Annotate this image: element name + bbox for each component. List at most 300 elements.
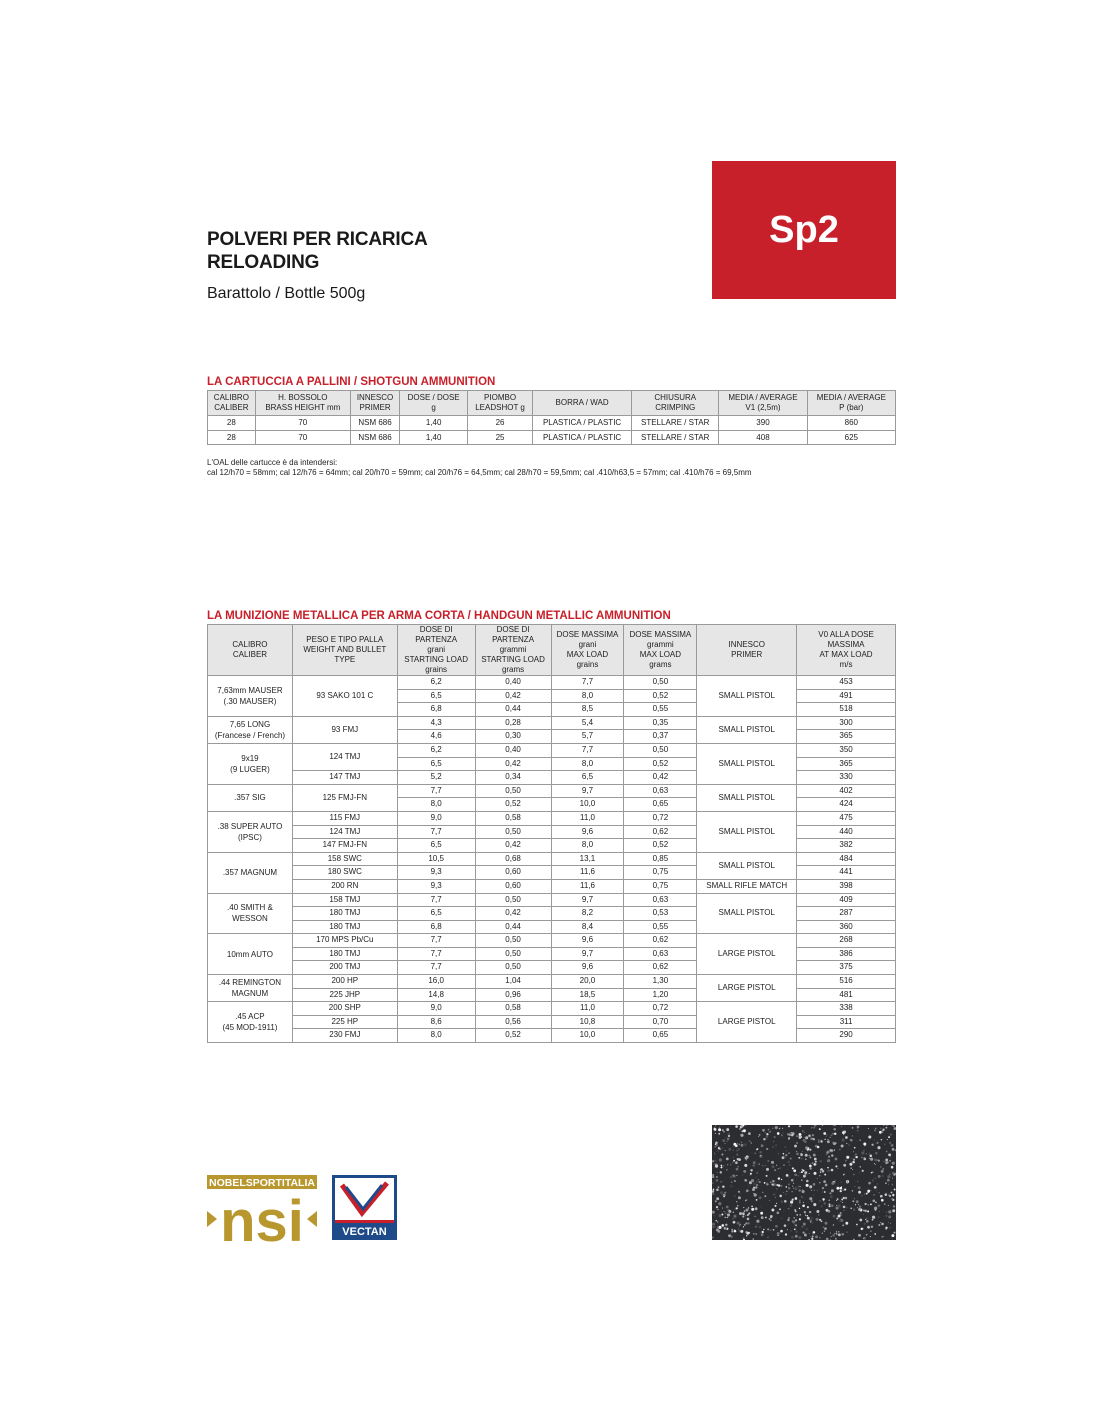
starting-load-grams-cell: 0,58: [475, 1002, 551, 1016]
max-load-grams-cell: 0,55: [624, 703, 697, 717]
header-line: INNESCO: [356, 393, 394, 402]
primer-cell: SMALL PISTOL: [697, 811, 797, 852]
starting-load-grams-cell: 0,30: [475, 730, 551, 744]
max-load-grains-cell: 6,5: [551, 771, 624, 785]
starting-load-grams-cell: 0,34: [475, 771, 551, 785]
table-cell: 70: [255, 430, 350, 445]
starting-load-grains-cell: 7,7: [397, 893, 475, 907]
header-line: MAX LOAD: [566, 650, 609, 659]
max-load-grams-cell: 0,70: [624, 1015, 697, 1029]
header-line: 9x19: [241, 753, 259, 763]
starting-load-grains-cell: 16,0: [397, 975, 475, 989]
max-load-grains-cell: 9,7: [551, 784, 624, 798]
product-badge: [712, 161, 896, 299]
max-load-grains-cell: 11,6: [551, 866, 624, 880]
max-load-grains-cell: 9,6: [551, 961, 624, 975]
nsi-wordmark: NOBELSPORTITALIA: [209, 1177, 315, 1189]
velocity-cell: 398: [797, 879, 896, 893]
header-line: grammi: [499, 645, 527, 654]
page-subtitle: Barattolo / Bottle 500g: [207, 285, 366, 302]
header-line: MEDIA / AVERAGE: [816, 393, 886, 402]
caliber-cell: [208, 893, 293, 934]
velocity-cell: 424: [797, 798, 896, 812]
bullet-type-cell: 93 SAKO 101 C: [292, 676, 397, 717]
max-load-grams-cell: 0,53: [624, 907, 697, 921]
handgun-column-header: [292, 625, 397, 676]
header-line: DOSE DI PARTENZA: [492, 625, 535, 644]
primer-cell: LARGE PISTOL: [697, 1002, 797, 1043]
table-cell: 25: [468, 430, 533, 445]
max-load-grains-cell: 9,7: [551, 893, 624, 907]
product-badge-label: Sp2: [769, 208, 839, 251]
table-cell: 70: [255, 416, 350, 431]
max-load-grains-cell: 5,7: [551, 730, 624, 744]
max-load-grains-cell: 5,4: [551, 716, 624, 730]
shotgun-column-header: [468, 391, 533, 416]
table-row: [208, 716, 896, 730]
starting-load-grams-cell: 0,50: [475, 934, 551, 948]
max-load-grams-cell: 0,62: [624, 934, 697, 948]
starting-load-grams-cell: 0,52: [475, 1029, 551, 1043]
starting-load-grams-cell: 0,50: [475, 784, 551, 798]
header-line: CALIBER: [214, 403, 249, 412]
starting-load-grams-cell: 0,42: [475, 689, 551, 703]
velocity-cell: 375: [797, 961, 896, 975]
shotgun-section-title: LA CARTUCCIA A PALLINI / SHOTGUN AMMUNITION: [207, 376, 496, 388]
starting-load-grams-cell: 0,28: [475, 716, 551, 730]
bullet-type-cell: 200 RN: [292, 879, 397, 893]
header-line: LEADSHOT g: [475, 403, 525, 412]
table-row: [208, 416, 896, 431]
bullet-type-cell: 200 TMJ: [292, 961, 397, 975]
starting-load-grains-cell: 9,0: [397, 811, 475, 825]
velocity-cell: 350: [797, 743, 896, 757]
header-line: (Francese / French): [214, 730, 286, 740]
bullet-type-cell: 158 SWC: [292, 852, 397, 866]
bullet-type-cell: 200 SHP: [292, 1002, 397, 1016]
primer-cell: SMALL PISTOL: [697, 743, 797, 784]
handgun-column-header: [475, 625, 551, 676]
max-load-grains-cell: 9,6: [551, 825, 624, 839]
max-load-grains-cell: 8,0: [551, 757, 624, 771]
starting-load-grams-cell: 0,50: [475, 825, 551, 839]
handgun-column-header: [624, 625, 697, 676]
velocity-cell: 453: [797, 676, 896, 690]
header-line: V1 (2,5m): [745, 403, 781, 412]
header-line: .357 SIG: [234, 793, 266, 803]
nsi-monogram: nsi: [220, 1189, 304, 1254]
shotgun-column-header: [533, 391, 632, 416]
starting-load-grams-cell: 0,42: [475, 757, 551, 771]
velocity-cell: 365: [797, 757, 896, 771]
max-load-grains-cell: 10,8: [551, 1015, 624, 1029]
header-line: CALIBRO: [213, 393, 249, 402]
table-cell: 26: [468, 416, 533, 431]
max-load-grams-cell: 0,75: [624, 879, 697, 893]
header-line: H. BOSSOLO: [278, 393, 328, 402]
header-line: BORRA / WAD: [555, 398, 609, 407]
header-line: grani: [427, 645, 446, 654]
handgun-column-header: [397, 625, 475, 676]
caliber-cell: [208, 934, 293, 975]
max-load-grams-cell: 0,62: [624, 961, 697, 975]
bullet-type-cell: 124 TMJ: [292, 743, 397, 770]
oal-note: [207, 458, 752, 478]
table-cell: NSM 686: [350, 416, 399, 431]
max-load-grains-cell: 9,7: [551, 947, 624, 961]
max-load-grams-cell: 0,50: [624, 743, 697, 757]
starting-load-grains-cell: 6,2: [397, 743, 475, 757]
handgun-header-row: [208, 625, 896, 676]
starting-load-grains-cell: 7,7: [397, 961, 475, 975]
starting-load-grains-cell: 9,3: [397, 879, 475, 893]
shotgun-column-header: [350, 391, 399, 416]
table-row: [208, 676, 896, 690]
shotgun-table: [207, 390, 896, 445]
header-line: MAGNUM: [231, 989, 269, 999]
starting-load-grains-cell: 6,5: [397, 757, 475, 771]
header-line: 7,65 LONG: [229, 719, 271, 729]
bullet-type-cell: 200 HP: [292, 975, 397, 989]
shotgun-column-header: [400, 391, 468, 416]
max-load-grains-cell: 8,5: [551, 703, 624, 717]
starting-load-grams-cell: 0,50: [475, 893, 551, 907]
starting-load-grains-cell: 7,7: [397, 784, 475, 798]
header-line: STARTING LOAD: [404, 655, 469, 664]
header-line: STARTING LOAD: [481, 655, 545, 664]
table-row: [208, 811, 896, 825]
header-line: BRASS HEIGHT mm: [265, 403, 341, 412]
velocity-cell: 360: [797, 920, 896, 934]
max-load-grains-cell: 13,1: [551, 852, 624, 866]
page-title: [207, 228, 428, 274]
caliber-cell: [208, 852, 293, 893]
table-row: [208, 430, 896, 445]
bullet-type-cell: 170 MPS Pb/Cu: [292, 934, 397, 948]
velocity-cell: 365: [797, 730, 896, 744]
table-cell: STELLARE / STAR: [632, 416, 719, 431]
max-load-grams-cell: 0,52: [624, 689, 697, 703]
velocity-cell: 441: [797, 866, 896, 880]
handgun-table: [207, 624, 896, 1043]
starting-load-grains-cell: 6,8: [397, 920, 475, 934]
table-row: [208, 879, 896, 893]
header-line: CALIBER: [232, 650, 268, 659]
bullet-type-cell: 124 TMJ: [292, 825, 397, 839]
max-load-grains-cell: 11,0: [551, 1002, 624, 1016]
max-load-grains-cell: 8,4: [551, 920, 624, 934]
header-line: AT MAX LOAD: [819, 650, 873, 659]
max-load-grams-cell: 0,85: [624, 852, 697, 866]
starting-load-grains-cell: 8,0: [397, 798, 475, 812]
bullet-type-cell: 147 FMJ-FN: [292, 839, 397, 853]
max-load-grams-cell: 0,35: [624, 716, 697, 730]
header-line: DOSE DI PARTENZA: [415, 625, 458, 644]
max-load-grains-cell: 8,2: [551, 907, 624, 921]
starting-load-grams-cell: 0,50: [475, 961, 551, 975]
starting-load-grams-cell: 0,42: [475, 839, 551, 853]
starting-load-grains-cell: 5,2: [397, 771, 475, 785]
header-line: (9 LUGER): [230, 764, 270, 774]
header-line: CHIUSURA: [654, 393, 697, 402]
bullet-type-cell: 225 HP: [292, 1015, 397, 1029]
velocity-cell: 440: [797, 825, 896, 839]
bullet-type-cell: 93 FMJ: [292, 716, 397, 743]
nobelsport-italia-logo: [207, 1175, 317, 1261]
starting-load-grams-cell: 0,52: [475, 798, 551, 812]
starting-load-grams-cell: 0,42: [475, 907, 551, 921]
starting-load-grains-cell: 7,7: [397, 947, 475, 961]
starting-load-grains-cell: 14,8: [397, 988, 475, 1002]
shotgun-column-header: [255, 391, 350, 416]
header-line: MAX LOAD: [639, 650, 682, 659]
starting-load-grams-cell: 0,68: [475, 852, 551, 866]
starting-load-grams-cell: 0,60: [475, 879, 551, 893]
max-load-grams-cell: 1,20: [624, 988, 697, 1002]
header-line: 7,63mm MAUSER: [217, 685, 283, 695]
header-line: .357 MAGNUM: [222, 868, 278, 878]
max-load-grains-cell: 11,0: [551, 811, 624, 825]
primer-cell: SMALL PISTOL: [697, 716, 797, 743]
bullet-type-cell: 158 TMJ: [292, 893, 397, 907]
starting-load-grains-cell: 6,5: [397, 689, 475, 703]
starting-load-grains-cell: 7,7: [397, 934, 475, 948]
header-line: PRIMER: [359, 403, 391, 412]
header-line: grains: [576, 660, 599, 669]
max-load-grains-cell: 8,0: [551, 689, 624, 703]
starting-load-grains-cell: 9,3: [397, 866, 475, 880]
primer-cell: SMALL PISTOL: [697, 852, 797, 879]
velocity-cell: 382: [797, 839, 896, 853]
header-line: MEDIA / AVERAGE: [728, 393, 798, 402]
vectan-logo: [332, 1175, 397, 1240]
table-row: [208, 743, 896, 757]
velocity-cell: 287: [797, 907, 896, 921]
header-line: (.30 MAUSER): [223, 696, 277, 706]
starting-load-grams-cell: 0,44: [475, 920, 551, 934]
table-row: [208, 1002, 896, 1016]
velocity-cell: 516: [797, 975, 896, 989]
shotgun-column-header: [632, 391, 719, 416]
velocity-cell: 300: [797, 716, 896, 730]
max-load-grams-cell: 0,63: [624, 893, 697, 907]
header-line: PESO E TIPO PALLA: [306, 635, 384, 644]
table-cell: PLASTICA / PLASTIC: [533, 430, 632, 445]
vectan-wordmark: VECTAN: [342, 1226, 387, 1238]
header-line: grammi: [647, 640, 674, 649]
bullet-type-cell: 125 FMJ-FN: [292, 784, 397, 811]
caliber-cell: [208, 975, 293, 1002]
starting-load-grains-cell: 8,0: [397, 1029, 475, 1043]
starting-load-grains-cell: 6,2: [397, 676, 475, 690]
header-line: .45 ACP: [235, 1012, 265, 1022]
primer-cell: SMALL PISTOL: [697, 893, 797, 934]
header-line: PIOMBO: [484, 393, 517, 402]
starting-load-grams-cell: 0,40: [475, 743, 551, 757]
header-line: INNESCO: [728, 640, 765, 649]
shotgun-column-header: [807, 391, 895, 416]
table-cell: 390: [719, 416, 807, 431]
header-line: 10mm AUTO: [226, 949, 273, 959]
max-load-grams-cell: 0,52: [624, 757, 697, 771]
table-cell: 408: [719, 430, 807, 445]
max-load-grams-cell: 0,75: [624, 866, 697, 880]
header-line: (IPSC): [237, 832, 262, 842]
max-load-grains-cell: 10,0: [551, 1029, 624, 1043]
header-line: WEIGHT AND BULLET TYPE: [303, 645, 387, 664]
max-load-grams-cell: 0,65: [624, 1029, 697, 1043]
shotgun-column-header: [208, 391, 256, 416]
velocity-cell: 268: [797, 934, 896, 948]
starting-load-grams-cell: 0,44: [475, 703, 551, 717]
header-line: DOSE / DOSE: [407, 393, 460, 402]
max-load-grams-cell: 0,62: [624, 825, 697, 839]
starting-load-grains-cell: 4,3: [397, 716, 475, 730]
starting-load-grains-cell: 9,0: [397, 1002, 475, 1016]
starting-load-grams-cell: 0,50: [475, 947, 551, 961]
bullet-type-cell: 180 TMJ: [292, 907, 397, 921]
primer-cell: LARGE PISTOL: [697, 934, 797, 975]
primer-cell: LARGE PISTOL: [697, 975, 797, 1002]
max-load-grains-cell: 11,6: [551, 879, 624, 893]
max-load-grains-cell: 7,7: [551, 676, 624, 690]
header-line: grani: [578, 640, 597, 649]
starting-load-grains-cell: 10,5: [397, 852, 475, 866]
velocity-cell: 491: [797, 689, 896, 703]
header-line: DOSE MASSIMA: [629, 630, 692, 639]
header-line: grains: [425, 665, 448, 674]
handgun-column-header: [797, 625, 896, 676]
bullet-type-cell: 230 FMJ: [292, 1029, 397, 1043]
max-load-grams-cell: 0,52: [624, 839, 697, 853]
starting-load-grams-cell: 0,60: [475, 866, 551, 880]
table-cell: STELLARE / STAR: [632, 430, 719, 445]
velocity-cell: 330: [797, 771, 896, 785]
max-load-grams-cell: 1,30: [624, 975, 697, 989]
header-line: grams: [649, 660, 672, 669]
shotgun-header-row: [208, 391, 896, 416]
table-cell: NSM 686: [350, 430, 399, 445]
max-load-grams-cell: 0,63: [624, 784, 697, 798]
header-line: DOSE MASSIMA: [556, 630, 619, 639]
table-cell: 625: [807, 430, 895, 445]
max-load-grams-cell: 0,55: [624, 920, 697, 934]
velocity-cell: 386: [797, 947, 896, 961]
table-row: [208, 852, 896, 866]
caliber-cell: [208, 743, 293, 784]
velocity-cell: 311: [797, 1015, 896, 1029]
table-cell: 860: [807, 416, 895, 431]
max-load-grams-cell: 0,50: [624, 676, 697, 690]
starting-load-grains-cell: 4,6: [397, 730, 475, 744]
starting-load-grams-cell: 0,40: [475, 676, 551, 690]
handgun-column-header: [697, 625, 797, 676]
table-row: [208, 975, 896, 989]
table-cell: 28: [208, 416, 256, 431]
velocity-cell: 409: [797, 893, 896, 907]
max-load-grams-cell: 0,63: [624, 947, 697, 961]
caliber-cell: [208, 676, 293, 717]
max-load-grams-cell: 0,42: [624, 771, 697, 785]
caliber-cell: [208, 784, 293, 811]
header-line: .40 SMITH & WESSON: [227, 903, 273, 924]
table-cell: 1,40: [400, 416, 468, 431]
handgun-section-title: LA MUNIZIONE METALLICA PER ARMA CORTA / HANDGUN METALLIC AMMUNITION: [207, 610, 671, 622]
caliber-cell: [208, 811, 293, 852]
shotgun-column-header: [719, 391, 807, 416]
header-line: .38 SUPER AUTO: [217, 821, 283, 831]
primer-cell: SMALL PISTOL: [697, 676, 797, 717]
caliber-cell: [208, 1002, 293, 1043]
oal-note-line-1: L'OAL delle cartucce è da intendersi:: [207, 458, 338, 467]
max-load-grams-cell: 0,37: [624, 730, 697, 744]
primer-cell: SMALL PISTOL: [697, 784, 797, 811]
starting-load-grains-cell: 7,7: [397, 825, 475, 839]
starting-load-grains-cell: 6,5: [397, 839, 475, 853]
bullet-type-cell: 115 FMJ: [292, 811, 397, 825]
oal-note-line-2: cal 12/h70 = 58mm; cal 12/h76 = 64mm; cal 20/h70 = 59mm; cal 20/h76 = 64,5mm; cal 28/h70 = 59,5mm; cal .410/h63,5 = 57mm; cal .410/h76 = 69,5mm: [207, 468, 752, 477]
max-load-grains-cell: 7,7: [551, 743, 624, 757]
primer-cell: SMALL RIFLE MATCH: [697, 879, 797, 893]
velocity-cell: 475: [797, 811, 896, 825]
table-row: [208, 784, 896, 798]
bullet-type-cell: 180 TMJ: [292, 947, 397, 961]
title-line-1: POLVERI PER RICARICA: [207, 229, 428, 250]
header-line: g: [431, 403, 436, 412]
header-line: CALIBRO: [232, 640, 268, 649]
starting-load-grains-cell: 6,5: [397, 907, 475, 921]
table-row: [208, 893, 896, 907]
header-line: (45 MOD-1911): [222, 1023, 278, 1033]
max-load-grams-cell: 0,72: [624, 811, 697, 825]
bullet-type-cell: 225 JHP: [292, 988, 397, 1002]
starting-load-grams-cell: 0,96: [475, 988, 551, 1002]
starting-load-grams-cell: 0,56: [475, 1015, 551, 1029]
bullet-type-cell: 180 TMJ: [292, 920, 397, 934]
header-line: PRIMER: [731, 650, 763, 659]
bullet-type-cell: 180 SWC: [292, 866, 397, 880]
velocity-cell: 402: [797, 784, 896, 798]
header-line: P (bar): [839, 403, 864, 412]
starting-load-grams-cell: 0,58: [475, 811, 551, 825]
max-load-grams-cell: 0,72: [624, 1002, 697, 1016]
title-line-2: RELOADING: [207, 252, 320, 273]
max-load-grains-cell: 9,6: [551, 934, 624, 948]
table-cell: 1,40: [400, 430, 468, 445]
velocity-cell: 518: [797, 703, 896, 717]
table-cell: PLASTICA / PLASTIC: [533, 416, 632, 431]
max-load-grains-cell: 18,5: [551, 988, 624, 1002]
velocity-cell: 484: [797, 852, 896, 866]
velocity-cell: 481: [797, 988, 896, 1002]
starting-load-grams-cell: 1,04: [475, 975, 551, 989]
header-line: m/s: [839, 660, 853, 669]
header-line: V0 ALLA DOSE MASSIMA: [818, 630, 874, 649]
caliber-cell: [208, 716, 293, 743]
starting-load-grains-cell: 6,8: [397, 703, 475, 717]
header-line: .44 REMINGTON: [218, 978, 281, 988]
velocity-cell: 290: [797, 1029, 896, 1043]
bullet-type-cell: 147 TMJ: [292, 771, 397, 785]
handgun-column-header: [208, 625, 293, 676]
velocity-cell: 338: [797, 1002, 896, 1016]
table-row: [208, 934, 896, 948]
powder-sample-image: [712, 1125, 896, 1240]
max-load-grains-cell: 8,0: [551, 839, 624, 853]
max-load-grains-cell: 20,0: [551, 975, 624, 989]
max-load-grains-cell: 10,0: [551, 798, 624, 812]
table-cell: 28: [208, 430, 256, 445]
